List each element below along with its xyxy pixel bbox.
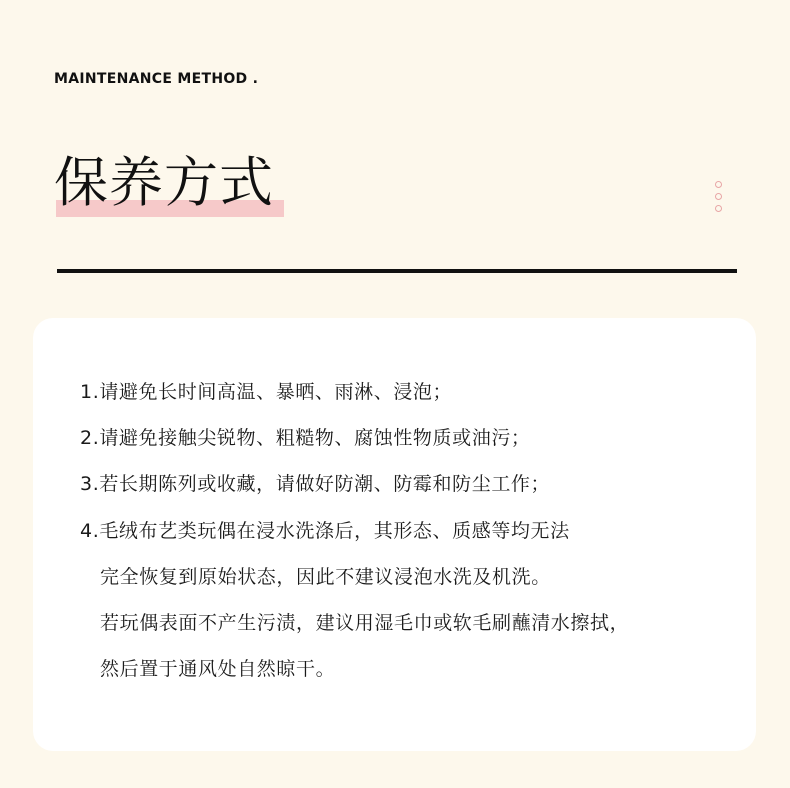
care-instructions bbox=[80, 381, 740, 704]
vertical-dots-icon bbox=[715, 181, 725, 217]
care-item-2: 2.请避免接触尖锐物、粗糙物、腐蚀性物质或油污； bbox=[80, 427, 531, 450]
care-item-4-continued: 若玩偶表面不产生污渍，建议用湿毛巾或软毛刷蘸清水擦拭， bbox=[100, 611, 630, 634]
page-title: 保养方式 bbox=[54, 151, 274, 214]
care-item-4: 4.毛绒布艺类玩偶在浸水洗涤后，其形态、质感等均无法 bbox=[80, 519, 570, 542]
care-item-1: 1.请避免长时间高温、暴晒、雨淋、浸泡； bbox=[80, 381, 453, 403]
section-eyebrow: MAINTENANCE METHOD . bbox=[54, 71, 259, 87]
dot bbox=[715, 193, 722, 200]
dot bbox=[715, 181, 722, 188]
care-item-3: 3.若长期陈列或收藏，请做好防潮、防霉和防尘工作； bbox=[80, 473, 551, 496]
care-item-4-continued: 完全恢复到原始状态，因此不建议浸泡水洗及机洗。 bbox=[100, 565, 551, 588]
title-divider bbox=[57, 269, 737, 273]
title-block bbox=[54, 150, 274, 220]
dot bbox=[715, 205, 722, 212]
care-item-4-continued: 然后置于通风处自然晾干。 bbox=[100, 658, 336, 681]
